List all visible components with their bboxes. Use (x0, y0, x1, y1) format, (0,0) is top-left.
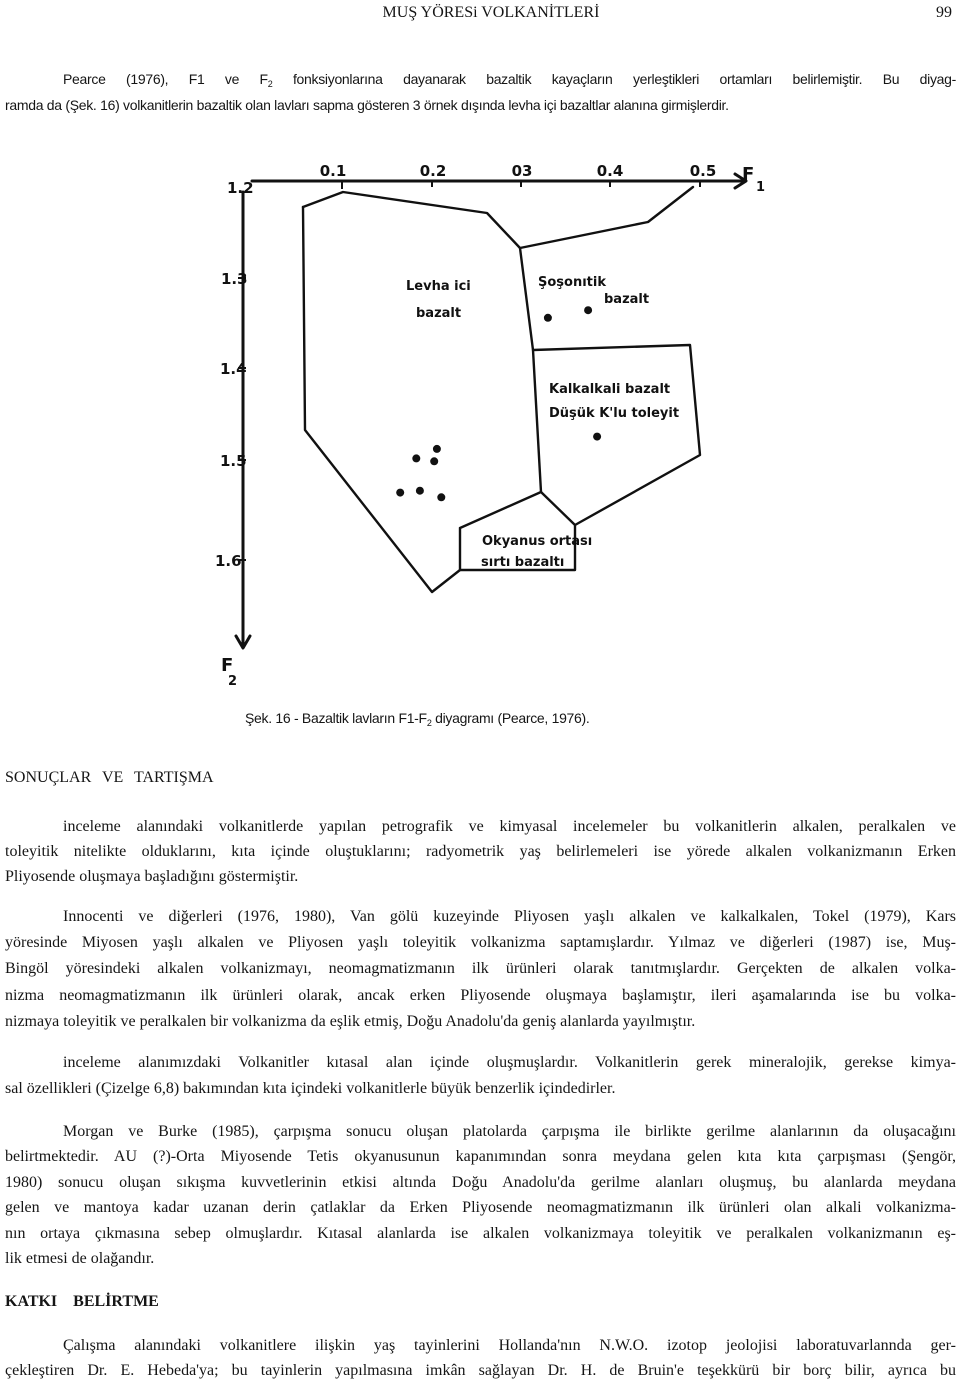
boundary-line (533, 345, 700, 525)
x-tick-label: 03 (511, 162, 533, 180)
text-line: 1980) sonucu oluşan sıkışma kuvvetlerinin etkisi altında Doğu Anadolu'da gerilme alanları oluşmuş, bu alanlarda meydana (5, 1173, 956, 1191)
text-line: Morgan ve Burke (1985), çarpışma sonucu oluşan platolarda çarpışma ile birlikte gerilme alanlarının da oluşacağını (63, 1123, 956, 1140)
data-point (396, 489, 404, 497)
field-label-ocean-floor: Okyanus ortası (482, 534, 593, 549)
boundary-line (303, 187, 693, 248)
x-axis-label-subscript: 1 (756, 180, 766, 195)
field-label-low-k-tholeiite: Düşük K'lu toleyit (549, 406, 680, 421)
subscript: 2 (426, 718, 432, 728)
text-line: Çalışma alanındaki volkanitlere ilişkin yaş tayinlerini Hollanda'nın N.W.O. izotop jeolojisi laboratuvarlannda ger- (63, 1337, 956, 1354)
text-line: gelen ve mantoya kadar uzanan derin çatlaklar da Erken Pliyosende neomagmatizmanın ilk ürünleri olan alkali volkanizma- (5, 1199, 956, 1217)
text-line: Innocenti ve diğerleri (1976, 1980), Van gölü kuzeyinde Pliyosen yaşlı alkalen ve kalkalkalen, Tokel (1979), Kars (63, 908, 956, 925)
text-line (5, 66, 956, 92)
running-title: MUŞ YÖRESi VOLKANİTLERİ (382, 4, 600, 21)
text-line: ramda da (Şek. 16) volkanitlerin bazaltik olan lavları sapma gösteren 3 örnek dışında levha içi bazaltlar alanına girmişlerdir. (5, 97, 729, 113)
data-point (437, 493, 445, 501)
x-axis-label: F (742, 164, 755, 185)
data-point (430, 457, 438, 465)
data-point (412, 454, 420, 462)
y-tick-label: 1.4 (220, 360, 247, 378)
body-paragraph (5, 1050, 956, 1102)
x-tick-label: 0.4 (596, 162, 624, 180)
field-label-within-plate: bazalt (416, 306, 462, 321)
data-point (584, 306, 592, 314)
intro-paragraph (5, 66, 956, 118)
text-line: nizmaya toleyitik ve peralkalen bir volkanizma da eşlik etmiş, Doğu Anadolu'da geniş alanlarda yayılmıştır. (5, 1012, 696, 1030)
body-paragraph (5, 904, 956, 1035)
field-label-ocean-floor: sırtı bazaltı (481, 555, 565, 570)
text-line: yöresinde Miyosen yaşlı alkalen ve Pliyosen yaşlı toleyitik volkanizma saptamışlardır. Yılmaz ve diğerleri (1987) ise, Muş- (5, 934, 956, 952)
x-tick-label: 0.5 (689, 162, 717, 180)
field-label-shoshonitic: bazalt (604, 292, 650, 307)
y-tick-label: 1.6 (215, 552, 242, 570)
field-label-calc-alkaline: Kalkalkali bazalt (549, 382, 671, 397)
text-line: nizma neomagmatizmanın ilk ürünleri olarak, ancak erken Pliyosende oluşmaya başlamıştır, ileri aşamalarında ise bu volka- (5, 986, 956, 1004)
field-label-within-plate: Levha ici (406, 279, 471, 294)
data-point (593, 433, 601, 441)
text-span: Pearce (1976), F1 ve F (63, 71, 268, 87)
y-tick-label: 1.5 (220, 452, 247, 470)
running-header (0, 2, 960, 24)
text-span: fonksiyonlarına dayanarak bazaltik kayaçların yerleştikleri ortamları belirlemiştir. Bu diyag- (272, 71, 956, 87)
text-line: Bingöl yöresindeki alkalen volkanizmayı, neomagmatizmanın ilk ürünleri olarak tanıtmışlardır. Gerçekten de alkalen volka- (5, 960, 956, 978)
axes (215, 162, 765, 689)
data-point (416, 487, 424, 495)
body-paragraph (5, 814, 956, 889)
subscript: 2 (267, 79, 273, 89)
section-heading: KATKI BELİRTME (5, 1293, 159, 1310)
section-heading: SONUÇLAR VE TARTIŞMA (5, 769, 214, 786)
data-point (544, 314, 552, 322)
text-span: Şek. 16 - Bazaltik lavların F1-F (245, 710, 427, 726)
text-line: lik etmesi de olağandır. (5, 1250, 155, 1268)
x-tick-label: 0.2 (419, 162, 447, 180)
x-tick-label: 0.1 (319, 162, 347, 180)
body-paragraph (5, 1333, 956, 1383)
data-point (433, 445, 441, 453)
y-axis-label-subscript: 2 (228, 674, 238, 689)
y-tick-label: 1.2 (227, 179, 254, 197)
text-line: çekleştiren Dr. E. Hebeda'ya; bu tayinlerin yapılmasına imkân sağlayan Dr. H. de Bruin'e teşekkürü bir borç bilir, ayrıca bu (5, 1362, 956, 1379)
body-paragraph (5, 1119, 956, 1271)
text-line: toleyitik nitelikte olduklarını, kıta içinde oluştuklarını; radyometrik yaş belirlemeleri ise yörede alkalen volkanizmanın Erken (5, 843, 956, 860)
field-labels (406, 275, 679, 570)
field-label-shoshonitic: Şoşonıtik (538, 275, 606, 290)
figure-caption (245, 708, 589, 728)
text-line: belirtmektedir. AU (?)-Orta Miyosende Tetis okyanusunun kapanımından sonra meydana gelen kıta kıta çarpışması (Şengör, (5, 1148, 956, 1166)
text-line: inceleme alanımızdaki Volkanitler kıtasal alan içinde oluşmuşlardır. Volkanitlerin gerek mineralojik, gerekse kimya- (63, 1054, 956, 1071)
f1-f2-diagram (200, 150, 780, 700)
text-line: sal özellikleri (Çizelge 6,8) bakımından kıta içindeki volkanitlerle büyük benzerlik içindedirler. (5, 1080, 616, 1097)
text-line: Pliyosende oluşmaya başladığını göstermiştir. (5, 868, 299, 885)
text-span: diyagramı (Pearce, 1976). (431, 710, 590, 726)
text-line: inceleme alanındaki volkanitlerde yapılan petrografik ve kimyasal incelemeler bu volkanitlerin alkalen, peralkalen ve (63, 818, 956, 835)
y-tick-label: 1.3 (221, 270, 248, 288)
boundary-line (303, 207, 460, 592)
text-line: nın ortaya çıkmasına sebep olmuşlardır. Kıtasal alanlarda ise alkalen volkanizmaya toleyitik ve peralkalen volkanizmanın eş- (5, 1224, 956, 1242)
page-number: 99 (936, 4, 952, 21)
y-axis-label: F (221, 655, 234, 676)
data-points (396, 306, 601, 501)
